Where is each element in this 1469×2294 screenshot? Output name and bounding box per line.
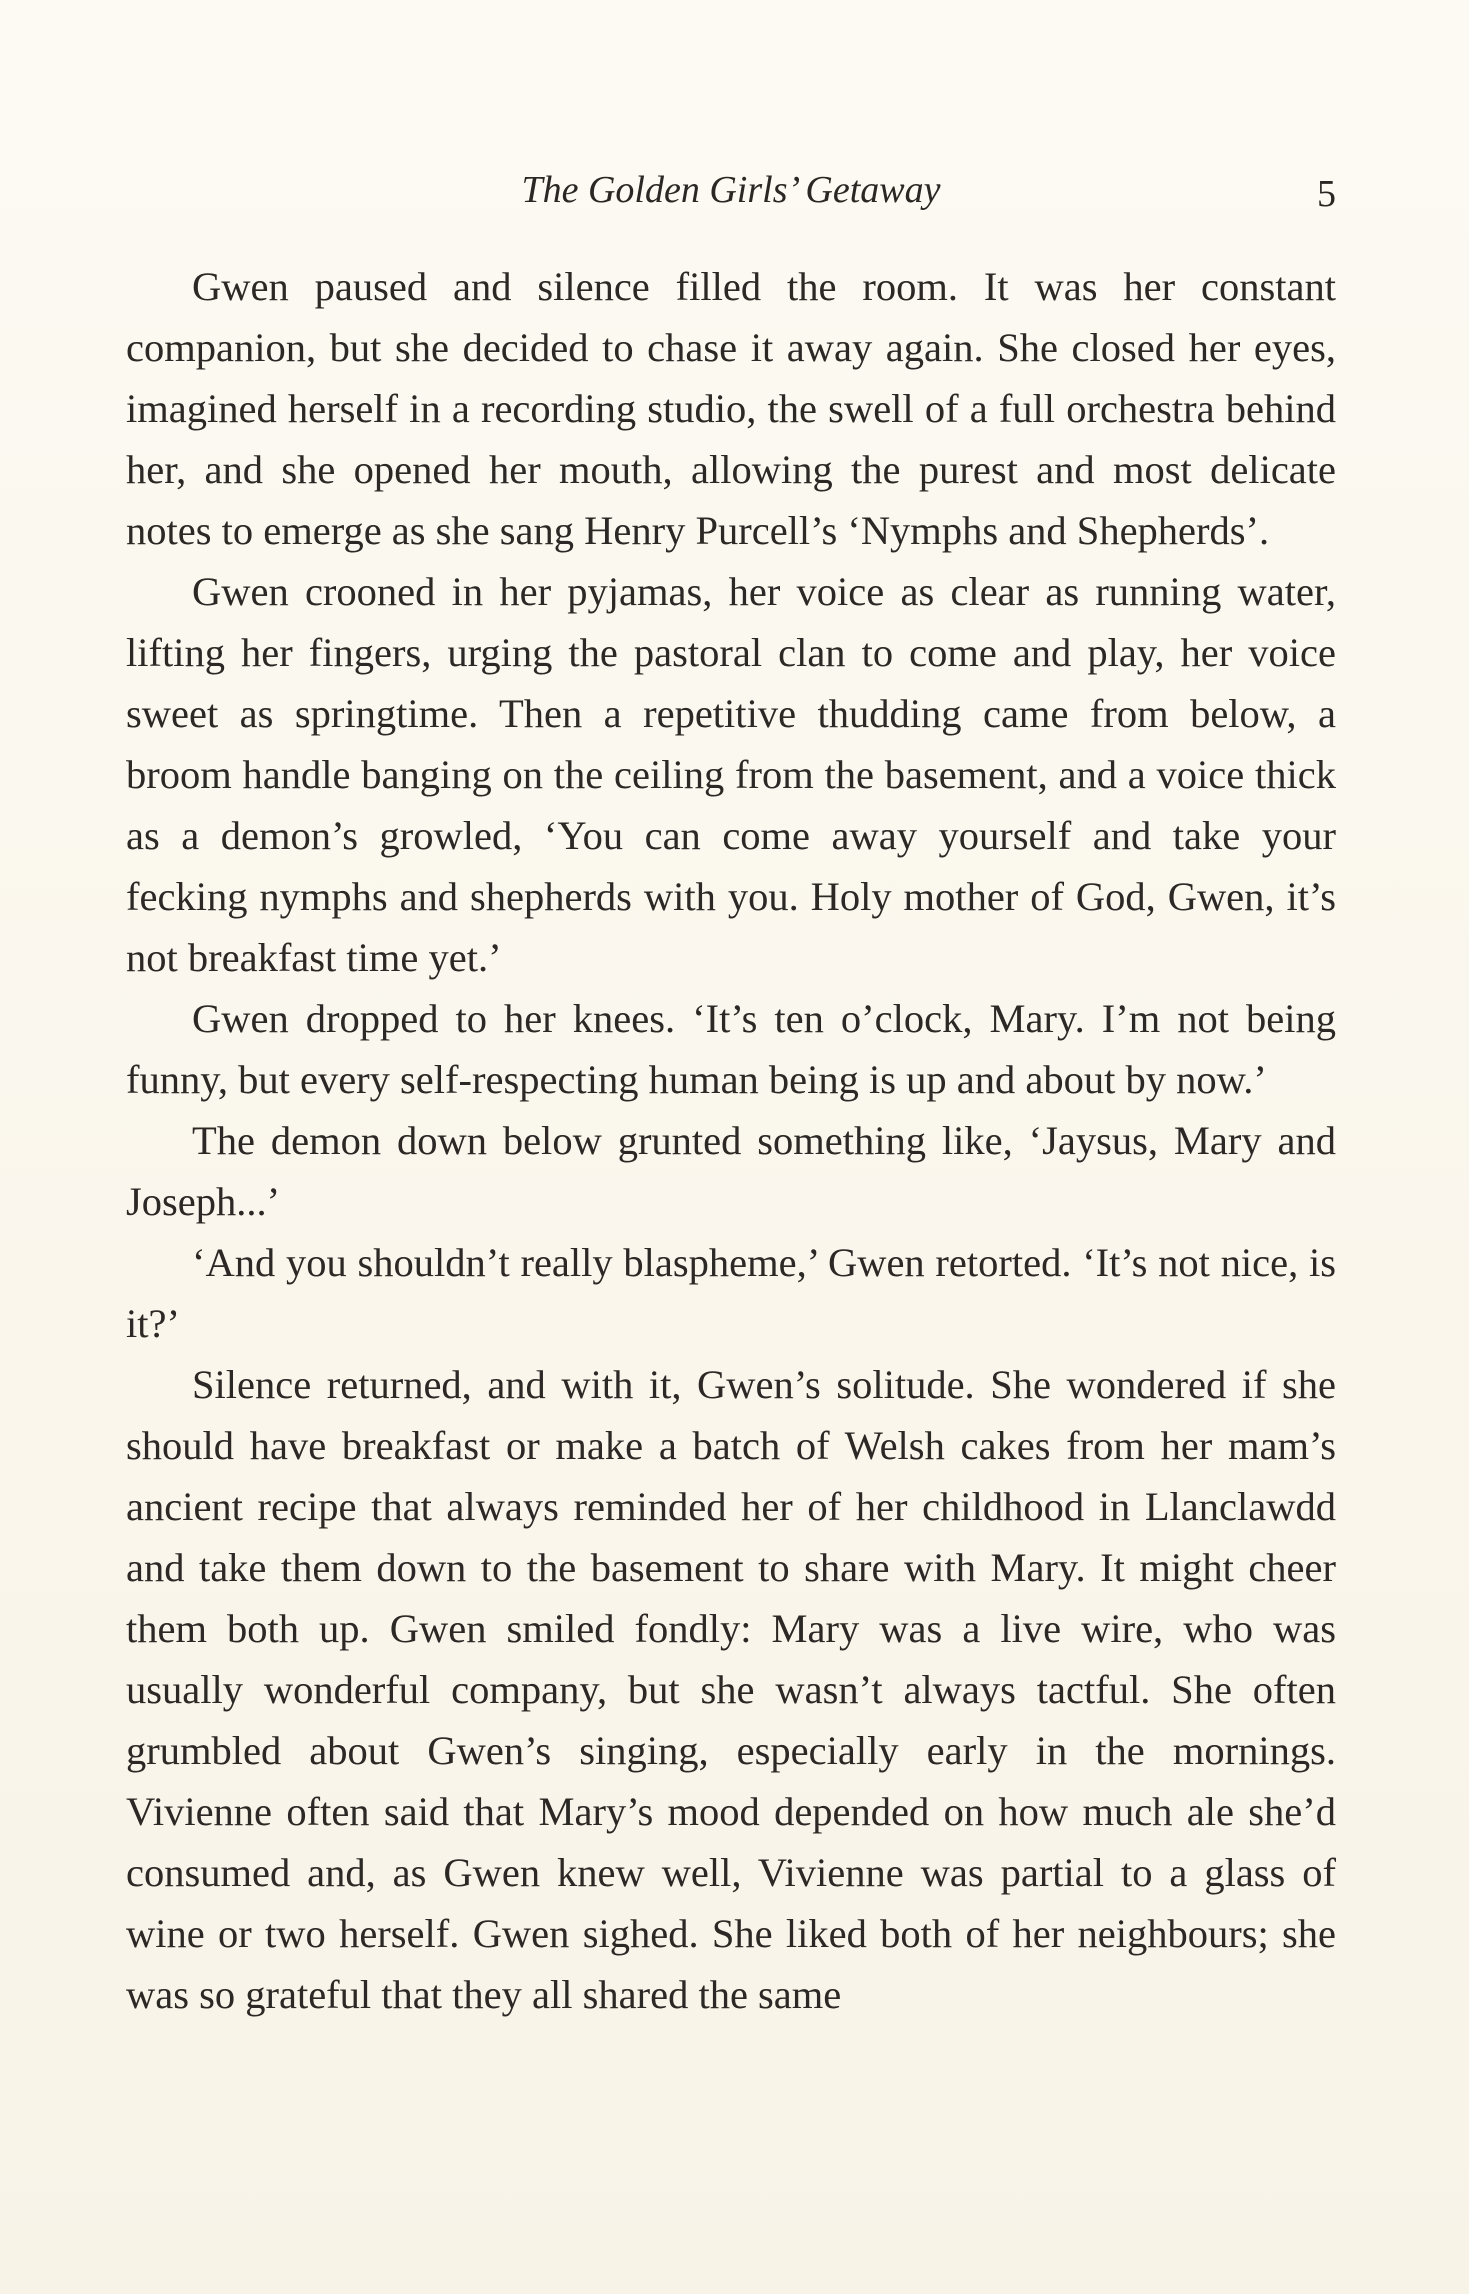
paragraph: Gwen dropped to her knees. ‘It’s ten o’clock, Mary. I’m not being funny, but every self-respecting human being is up and about by now.’ [126,996,1336,1102]
running-title: The Golden Girls’ Getaway [521,169,941,211]
paragraph: The demon down below grunted something like, ‘Jaysus, Mary and Joseph...’ [126,1118,1336,1224]
paragraph: ‘And you shouldn’t really blaspheme,’ Gwen retorted. ‘It’s not nice, is it?’ [126,1240,1336,1346]
page-number: 5 [1317,173,1336,215]
paragraph: Gwen crooned in her pyjamas, her voice as clear as running water, lifting her fingers, urging the pastoral clan to come and play, her voice sweet as springtime. Then a repetitive thudding came from below, a broom handle banging on the ceiling from the basement, and a voice thick as a demon’s growled, ‘You can come away yourself and take your fecking nymphs and shepherds with you. Holy mother of God, Gwen, it’s not breakfast time yet.’ [126,569,1336,980]
body-text [126,256,1336,2025]
paragraph: Gwen paused and silence filled the room. It was her constant companion, but she decided to chase it away again. She closed her eyes, imagined herself in a recording studio, the swell of a full orchestra behind her, and she opened her mouth, allowing the purest and most delicate notes to emerge as she sang Henry Purcell’s ‘Nymphs and Shepherds’. [126,264,1336,553]
running-header [126,160,1336,220]
paragraph: Silence returned, and with it, Gwen’s solitude. She wondered if she should have breakfast or make a batch of Welsh cakes from her mam’s ancient recipe that always reminded her of her childhood in Llanclawdd and take them down to the basement to share with Mary. It might cheer them both up. Gwen smiled fondly: Mary was a live wire, who was usually wonderful company, but she wasn’t always tactful. She often grumbled about Gwen’s singing, especially early in the mornings. Vivienne often said that Mary’s mood depended on how much ale she’d consumed and, as Gwen knew well, Vivienne was partial to a glass of wine or two herself. Gwen sighed. She liked both of her neighbours; she was so grateful that they all shared the same [126,1362,1336,2017]
